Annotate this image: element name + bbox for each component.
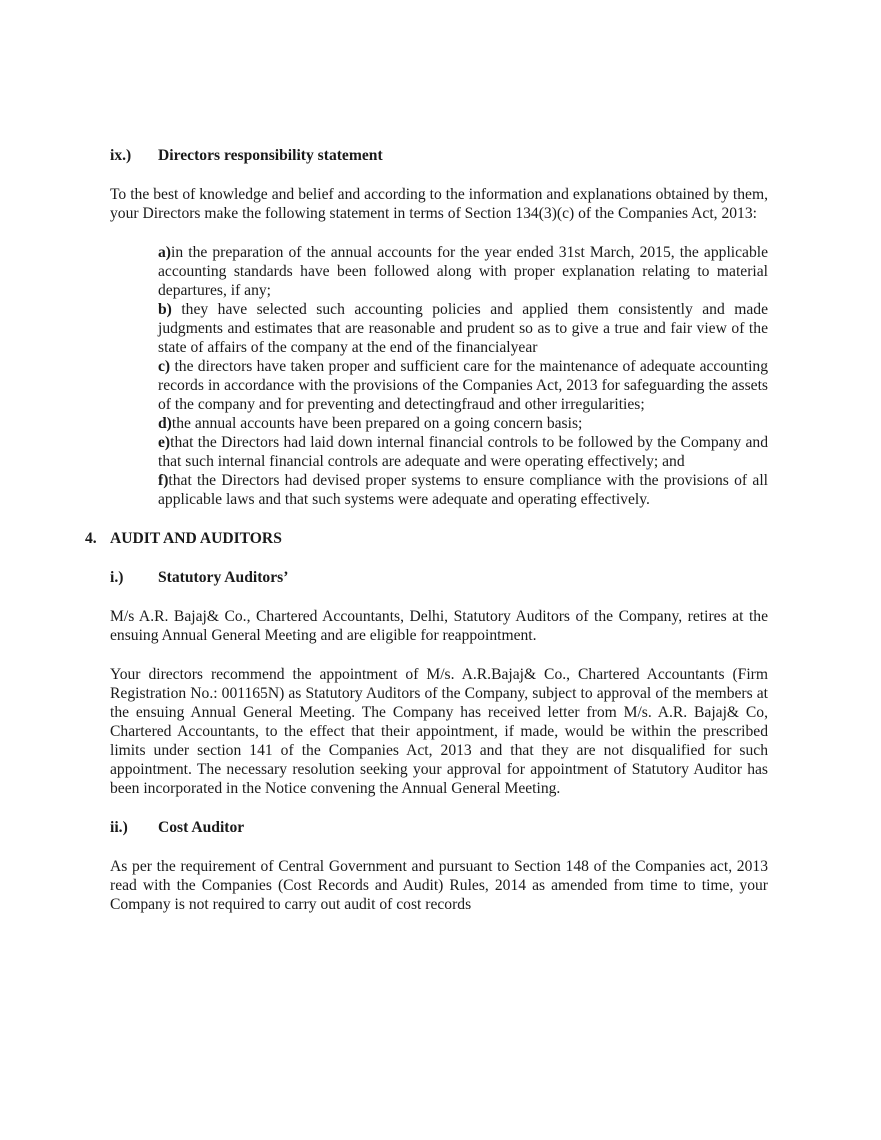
section-title: Statutory Auditors’: [158, 569, 289, 586]
section-number: ix.): [110, 147, 132, 164]
list-item-b: [158, 300, 768, 357]
section-number: 4.: [85, 530, 97, 547]
list-item-f: [158, 471, 768, 509]
list-item-marker: d): [158, 415, 172, 432]
paragraph-statutory-auditors-1: M/s A.R. Bajaj& Co., Chartered Accountants, Delhi, Statutory Auditors of the Company, retires at the ensuing Annual General Meeting and are eligible for reappointment.: [110, 608, 768, 644]
document-content: [85, 146, 768, 934]
list-item-text: in the preparation of the annual accounts for the year ended 31st March, 2015, the applicable accounting standards have been followed along with proper explanation relating to material departures, if any;: [158, 244, 768, 299]
list-item-text: they have selected such accounting policies and applied them consistently and made judgments and estimates that are reasonable and prudent so as to give a true and fair view of the state of affairs of the company at the end of the financialyear: [158, 301, 768, 356]
list-item-marker: b): [158, 301, 172, 318]
list-item-text: the directors have taken proper and sufficient care for the maintenance of adequate accounting records in accordance with the provisions of the Companies Act, 2013 for safeguarding the assets of the company and for preventing and detectingfraud and other irregularities;: [158, 358, 768, 413]
list-item-marker: a): [158, 244, 171, 261]
list-item-a: [158, 243, 768, 300]
list-item-c: [158, 357, 768, 414]
section-heading-statutory-auditors: [110, 568, 768, 587]
list-item-marker: e): [158, 434, 171, 451]
list-item-text: that the Directors had laid down internal financial controls to be followed by the Company and that such internal financial controls are adequate and were operating effectively; and: [158, 434, 768, 470]
list-item-text: the annual accounts have been prepared on a going concern basis;: [171, 415, 583, 432]
section-title: Cost Auditor: [158, 819, 245, 836]
paragraph-cost-auditor: As per the requirement of Central Government and pursuant to Section 148 of the Companies act, 2013 read with the Companies (Cost Records and Audit) Rules, 2014 as amended from time to time, your Company is not required to carry out audit of cost records: [110, 858, 768, 913]
section-heading-directors-responsibility: [110, 146, 768, 165]
section-heading-audit-and-auditors: [85, 529, 768, 548]
section-title: AUDIT AND AUDITORS: [110, 530, 282, 547]
section-heading-cost-auditor: [110, 818, 768, 837]
paragraph-statutory-auditors-2: Your directors recommend the appointment of M/s. A.R.Bajaj& Co., Chartered Accountants (Firm Registration No.: 001165N) as Statutory Auditors of the Company, subject to approval of the members at the ensuing Annual General Meeting. The Company has received letter from M/s. A.R. Bajaj& Co, Chartered Accountants, to the effect that their appointment, if made, would be within the prescribed limits under section 141 of the Companies Act, 2013 and that they are not disqualified for such appointment. The necessary resolution seeking your approval for appointment of Statutory Auditor has been incorporated in the Notice convening the Annual General Meeting.: [110, 666, 768, 797]
list-item-marker: c): [158, 358, 171, 375]
list-item-d: [158, 414, 768, 433]
list-item-marker: f): [158, 472, 169, 489]
list-item-e: [158, 433, 768, 471]
section-number: i.): [110, 569, 124, 586]
section-title: Directors responsibility statement: [158, 147, 383, 164]
section-number: ii.): [110, 819, 128, 836]
responsibility-statement-list: [110, 243, 768, 509]
list-item-text: that the Directors had devised proper systems to ensure compliance with the provisions of all applicable laws and that such systems were adequate and operating effectively.: [158, 472, 768, 508]
paragraph-intro: To the best of knowledge and belief and according to the information and explanations obtained by them, your Directors make the following statement in terms of Section 134(3)(c) of the Companies Act, 2013:: [110, 186, 768, 222]
